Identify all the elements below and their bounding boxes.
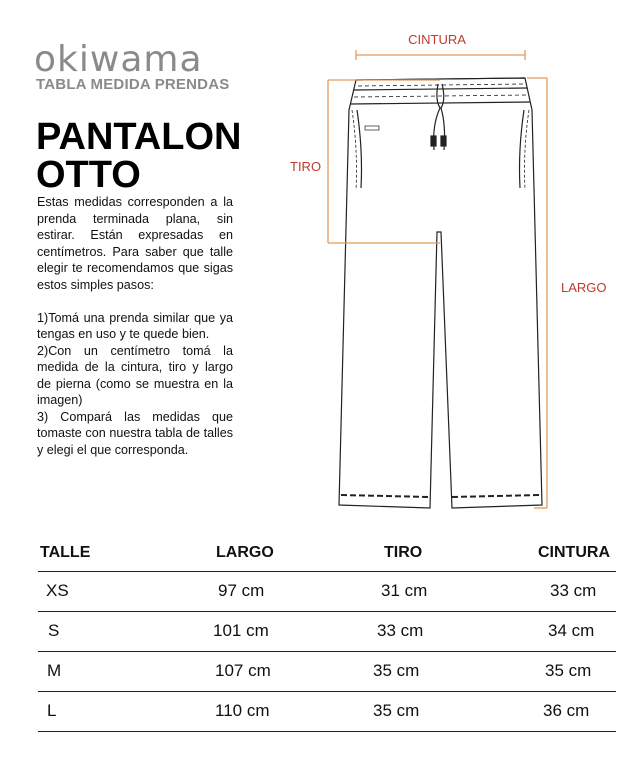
cintura-cell: 35 cm [545,661,592,680]
table-row [0,692,640,732]
largo-cell: 107 cm [215,661,271,680]
header-tiro: TIRO [384,544,423,561]
size-cell: XS [46,581,69,600]
size-cell: L [47,701,57,720]
product-title [36,118,241,194]
instructions-step-2: 2)Con un centímetro tomá la medida de la cintura, tiro y largo de pierna (como se muestra en la imagen) [37,343,233,407]
header-talle: TALLE [40,544,91,561]
header-cintura: CINTURA [538,544,610,561]
cintura-cell: 36 cm [543,701,590,720]
table-row [0,572,640,612]
header-largo: LARGO [216,544,274,561]
tiro-cell: 35 cm [373,661,420,680]
product-title-line1: PANTALON [36,116,242,158]
largo-cell: 101 cm [213,621,269,640]
product-title-line2: OTTO [36,154,141,196]
size-table-header [0,540,640,572]
cintura-cell: 34 cm [548,621,595,640]
instructions-step-1: 1)Tomá una prenda similar que ya tengas en uso y te quede bien. [37,310,233,341]
pants-illustration-icon [339,78,542,508]
largo-cell: 110 cm [215,701,270,720]
brand-subtitle: TABLA MEDIDA PRENDAS [36,76,230,93]
size-instructions [37,194,233,458]
table-row [0,652,640,692]
size-table [0,540,640,732]
largo-label: LARGO [561,280,607,295]
table-row [0,612,640,652]
tiro-cell: 35 cm [373,701,420,720]
largo-cell: 97 cm [218,581,265,600]
size-cell: M [47,661,62,680]
tiro-cell: 33 cm [377,621,424,640]
tiro-cell: 31 cm [381,581,428,600]
cintura-label: CINTURA [408,32,466,47]
pants-measurement-diagram [280,25,620,525]
tiro-label: TIRO [290,159,322,174]
brand-logo: okiwama [34,39,203,80]
size-cell: S [48,621,60,640]
instructions-intro: Estas medidas corresponden a la prenda terminada plana, sin estirar. Están expresadas en centímetros. Para saber que talle elegir te recomendamos que sigas estos simples pasos: [37,195,233,292]
row-divider [38,731,616,732]
instructions-step-3: 3) Compará las medidas que tomaste con nuestra tabla de talles y elegi el que corresponda. [37,409,233,457]
cintura-cell: 33 cm [550,581,597,600]
